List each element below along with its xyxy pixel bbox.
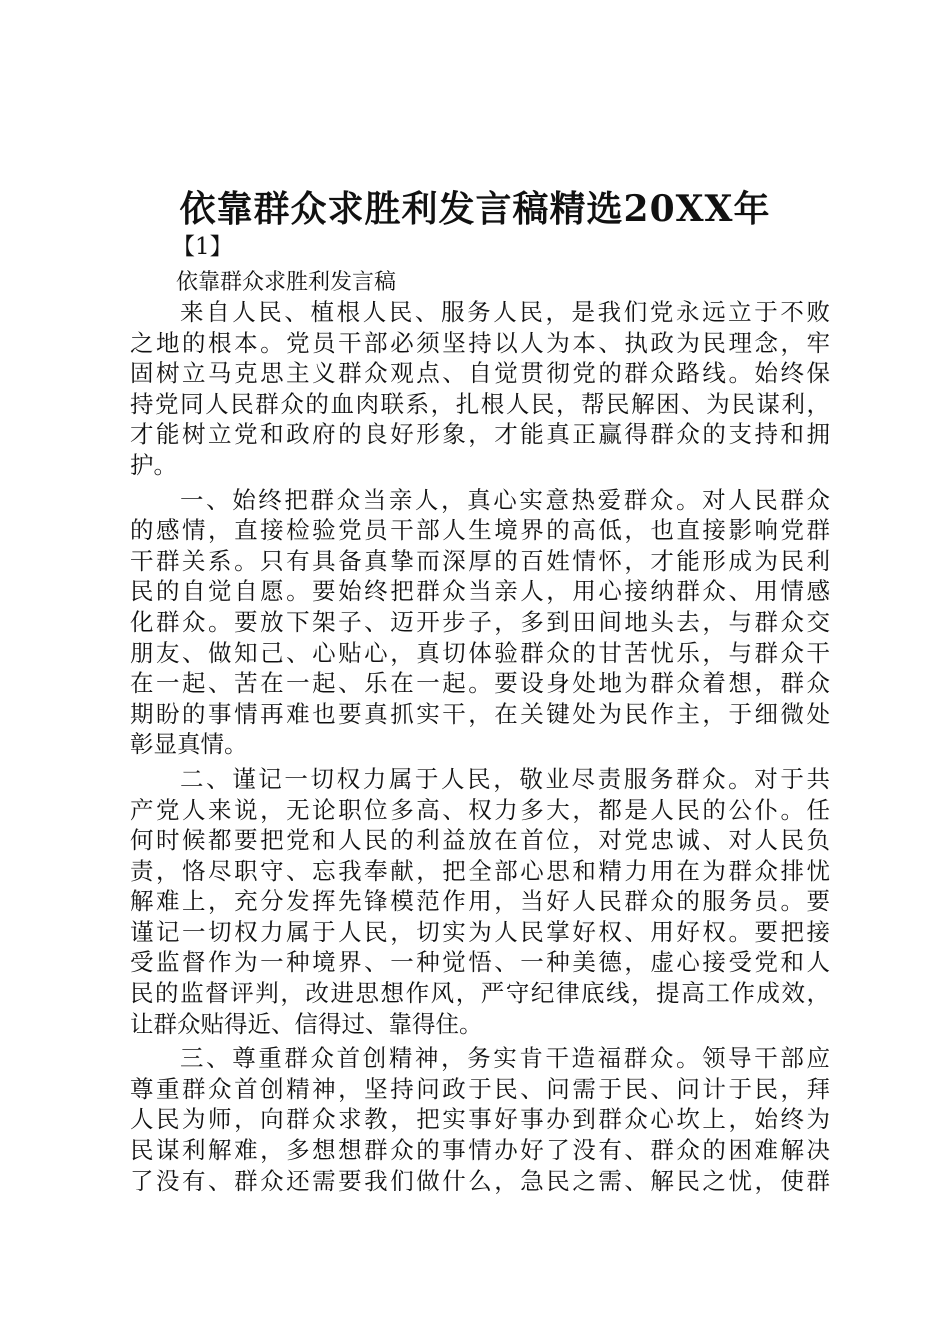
paragraph-line: 让群众贴得近、信得过、靠得住。 [130, 1009, 483, 1038]
paragraph-line: 的感情，直接检验党员干部人生境界的高低，也直接影响党群 [130, 516, 830, 545]
paragraph-line: 民的监督评判，改进思想作风，严守纪律底线，提高工作成效， [130, 979, 830, 1008]
paragraph-line: 谨记一切权力属于人民，切实为人民掌好权、用好权。要把接 [130, 917, 830, 946]
paragraph-line: 人民为师，向群众求教，把实事好事办到群众心坎上，始终为 [130, 1105, 830, 1134]
document-body [130, 297, 830, 1200]
paragraph-line: 才能树立党和政府的良好形象，才能真正赢得群众的支持和拥 [130, 420, 830, 449]
paragraph-line: 之地的根本。党员干部必须坚持以人为本、执政为民理念，牢 [130, 328, 830, 357]
paragraph [130, 764, 830, 1039]
paragraph-line: 持党同人民群众的血肉联系，扎根人民，帮民解困、为民谋利， [130, 389, 830, 418]
paragraph-line: 朋友、做知己、心贴心，真切体验群众的甘苦忧乐，与群众干 [130, 638, 830, 667]
paragraph-line: 一、始终把群众当亲人，真心实意热爱群众。对人民群众 [180, 485, 830, 514]
paragraph-line: 责，恪尽职守、忘我奉献，把全部心思和精力用在为群众排忧 [130, 856, 830, 885]
paragraph-line: 解难上，充分发挥先锋模范作用，当好人民群众的服务员。要 [130, 887, 830, 916]
page-title: 依靠群众求胜利发言稿精选20XX年 [179, 188, 771, 230]
document-subtitle: 依靠群众求胜利发言稿 [176, 270, 397, 295]
paragraph-line: 在一起、苦在一起、乐在一起。要设身处地为群众着想，群众 [130, 669, 830, 698]
paragraph [130, 1043, 830, 1196]
paragraph-line: 化群众。要放下架子、迈开步子，多到田间地头去，与群众交 [130, 607, 830, 636]
section-marker: 【1】 [172, 234, 233, 260]
paragraph-line: 民的自觉自愿。要始终把群众当亲人，用心接纳群众、用情感 [130, 577, 830, 606]
paragraph-line: 固树立马克思主义群众观点、自觉贯彻党的群众路线。始终保 [130, 359, 830, 388]
paragraph-line: 尊重群众首创精神，坚持问政于民、问需于民、问计于民，拜 [130, 1074, 830, 1103]
paragraph-line: 三、尊重群众首创精神，务实肯干造福群众。领导干部应 [180, 1044, 830, 1073]
paragraph-line: 期盼的事情再难也要真抓实干，在关键处为民作主，于细微处 [130, 699, 830, 728]
paragraph [130, 297, 830, 481]
paragraph-line: 产党人来说，无论职位多高、权力多大，都是人民的公仆。任 [130, 795, 830, 824]
paragraph-line: 来自人民、植根人民、服务人民，是我们党永远立于不败 [180, 298, 830, 326]
paragraph-line: 何时候都要把党和人民的利益放在首位，对党忠诚、对人民负 [130, 826, 830, 855]
paragraph [130, 485, 830, 760]
paragraph-line: 民谋利解难，多想想群众的事情办好了没有、群众的困难解决 [130, 1136, 830, 1165]
paragraph-line: 受监督作为一种境界、一种觉悟、一种美德，虚心接受党和人 [130, 948, 830, 977]
paragraph-line: 了没有、群众还需要我们做什么，急民之需、解民之忧，使群 [130, 1166, 830, 1195]
paragraph-line: 二、谨记一切权力属于人民，敬业尽责服务群众。对于共 [180, 764, 830, 793]
paragraph-line: 干群关系。只有具备真挚而深厚的百姓情怀，才能形成为民利 [130, 546, 830, 575]
paragraph-line: 彰显真情。 [130, 730, 248, 759]
paragraph-line: 护。 [130, 450, 177, 479]
